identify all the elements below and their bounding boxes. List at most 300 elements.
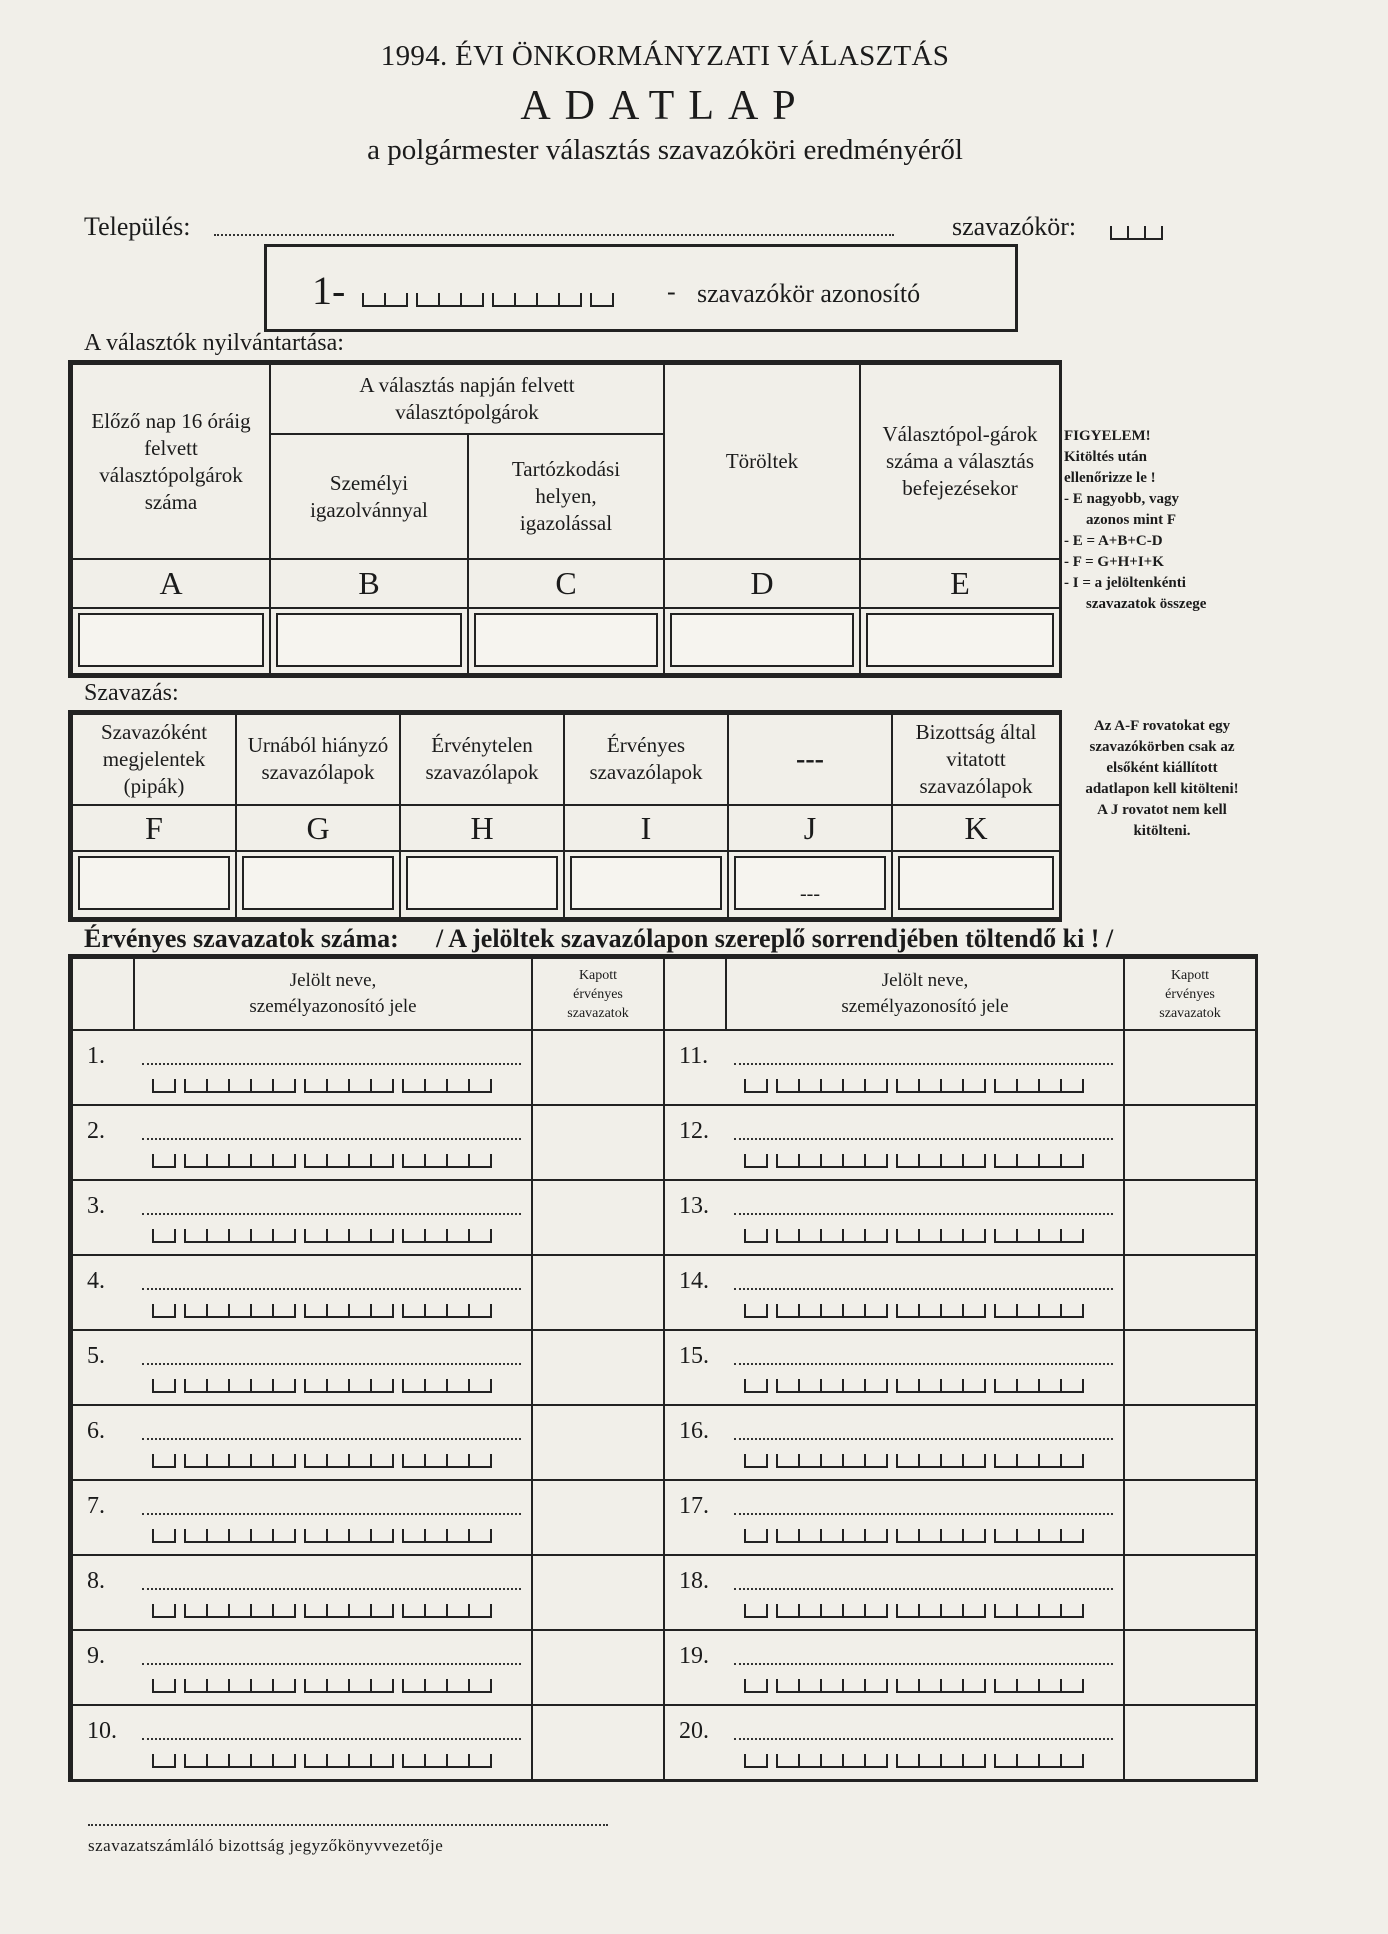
votes-received-field[interactable] bbox=[532, 1555, 664, 1630]
votes-header: Kapott érvényes szavazatok bbox=[1124, 958, 1256, 1030]
candidates-table-right bbox=[663, 957, 1257, 1781]
candidate-row bbox=[72, 1330, 664, 1405]
candidate-row bbox=[72, 1030, 664, 1105]
id-code-group bbox=[304, 1079, 394, 1093]
letter-k: K bbox=[892, 805, 1060, 851]
row-number: 16. bbox=[679, 1418, 709, 1444]
candidate-row bbox=[72, 1180, 664, 1255]
candidate-row bbox=[72, 1630, 664, 1705]
id-code-group bbox=[184, 1754, 296, 1768]
id-code-group bbox=[776, 1529, 888, 1543]
candidate-row bbox=[72, 1255, 664, 1330]
id-code-field[interactable] bbox=[744, 1079, 1123, 1093]
candidate-name-field[interactable] bbox=[142, 1661, 521, 1665]
candidate-name-cell bbox=[134, 1330, 532, 1405]
candidate-row bbox=[664, 1480, 1256, 1555]
note-line: szavazatok összege bbox=[1086, 596, 1207, 612]
votes-received-field[interactable] bbox=[1124, 1405, 1256, 1480]
id-code-group bbox=[994, 1454, 1084, 1468]
id-code-group bbox=[402, 1754, 492, 1768]
field-j-dashes: --- bbox=[800, 883, 820, 906]
id-code-group bbox=[152, 1154, 176, 1168]
name-header: Jelölt neve, személyazonosító jele bbox=[134, 958, 532, 1030]
letter-c: C bbox=[468, 559, 664, 607]
votes-received-field[interactable] bbox=[1124, 1555, 1256, 1630]
id-code-field[interactable] bbox=[744, 1454, 1123, 1468]
voting-table-frame bbox=[68, 710, 1062, 922]
id-code-group bbox=[994, 1304, 1084, 1318]
id-code-group bbox=[402, 1229, 492, 1243]
candidate-name-field[interactable] bbox=[734, 1661, 1113, 1665]
row-number-cell bbox=[664, 1630, 726, 1705]
id-code-group bbox=[776, 1304, 888, 1318]
candidate-name-cell bbox=[726, 1330, 1124, 1405]
candidate-row bbox=[664, 1705, 1256, 1780]
row-number-cell bbox=[664, 1555, 726, 1630]
id-code-group bbox=[304, 1379, 394, 1393]
candidate-row bbox=[664, 1105, 1256, 1180]
district-id-prefix: 1- bbox=[312, 268, 346, 313]
candidate-name-cell bbox=[726, 1705, 1124, 1780]
id-code-group bbox=[152, 1079, 176, 1093]
id-code-group bbox=[776, 1454, 888, 1468]
field-g[interactable] bbox=[242, 856, 394, 910]
row-number: 15. bbox=[679, 1343, 709, 1369]
votes-received-field[interactable] bbox=[532, 1180, 664, 1255]
row-number: 5. bbox=[87, 1343, 105, 1369]
id-code-field[interactable] bbox=[152, 1304, 531, 1318]
district-id-field[interactable] bbox=[362, 293, 614, 307]
votes-received-field[interactable] bbox=[1124, 1105, 1256, 1180]
note-line: Kitöltés után bbox=[1064, 449, 1147, 465]
candidate-row bbox=[664, 1180, 1256, 1255]
letter-j: J bbox=[728, 805, 892, 851]
district-id-box bbox=[264, 244, 1018, 332]
voters-table-frame bbox=[68, 360, 1062, 678]
id-code-group bbox=[744, 1154, 768, 1168]
voters-table bbox=[71, 363, 1061, 675]
candidate-name-field[interactable] bbox=[142, 1586, 521, 1590]
note-line: - I = a jelöltenkénti bbox=[1064, 575, 1186, 591]
id-code-group bbox=[152, 1679, 176, 1693]
candidate-name-cell bbox=[134, 1480, 532, 1555]
candidate-name-field[interactable] bbox=[734, 1436, 1113, 1440]
election-heading: 1994. ÉVI ÖNKORMÁNYZATI VÁLASZTÁS bbox=[380, 40, 950, 72]
field-c[interactable] bbox=[474, 613, 658, 667]
id-code-group bbox=[994, 1529, 1084, 1543]
candidates-table-left bbox=[71, 957, 665, 1781]
id-code-group bbox=[184, 1154, 296, 1168]
signature-label: szavazatszámláló bizottság jegyzőkönyvvezetője bbox=[88, 1836, 444, 1855]
id-code-group bbox=[896, 1529, 986, 1543]
id-code-group bbox=[304, 1454, 394, 1468]
id-code-field[interactable] bbox=[152, 1754, 531, 1768]
id-code-group bbox=[776, 1229, 888, 1243]
candidate-name-field[interactable] bbox=[734, 1511, 1113, 1515]
id-code-field[interactable] bbox=[744, 1304, 1123, 1318]
id-code-field[interactable] bbox=[744, 1604, 1123, 1618]
id-code-field[interactable] bbox=[152, 1229, 531, 1243]
votes-header: Kapott érvényes szavazatok bbox=[532, 958, 664, 1030]
district-id-label: szavazókör azonosító bbox=[697, 279, 921, 308]
id-code-group bbox=[776, 1379, 888, 1393]
voting-note bbox=[1064, 716, 1260, 842]
id-code-field[interactable] bbox=[152, 1679, 531, 1693]
row-number-cell bbox=[72, 1405, 134, 1480]
id-code-group bbox=[184, 1304, 296, 1318]
field-e[interactable] bbox=[866, 613, 1054, 667]
id-code-field[interactable] bbox=[744, 1754, 1123, 1768]
row-number: 8. bbox=[87, 1568, 105, 1594]
form-subtitle: a polgármester választás szavazóköri eredményéről bbox=[367, 134, 963, 166]
candidate-name-cell bbox=[726, 1630, 1124, 1705]
candidate-name-field[interactable] bbox=[734, 1136, 1113, 1140]
district-number-field[interactable] bbox=[1110, 226, 1163, 240]
id-code-group bbox=[776, 1679, 888, 1693]
id-code-group bbox=[896, 1454, 986, 1468]
signature-line[interactable] bbox=[88, 1824, 608, 1826]
candidate-name-cell bbox=[726, 1030, 1124, 1105]
row-number: 3. bbox=[87, 1193, 105, 1219]
col-j-header: --- bbox=[728, 714, 892, 805]
id-code-group bbox=[402, 1454, 492, 1468]
id-code-group bbox=[402, 1304, 492, 1318]
group-header: A választás napján felvett választópolgárok bbox=[270, 364, 664, 434]
id-code-field[interactable] bbox=[152, 1379, 531, 1393]
id-code-field[interactable] bbox=[152, 1079, 531, 1093]
votes-received-field[interactable] bbox=[1124, 1180, 1256, 1255]
id-code-field[interactable] bbox=[152, 1529, 531, 1543]
row-number-cell bbox=[72, 1330, 134, 1405]
col-f-header: Szavazóként megjelentek (pipák) bbox=[72, 714, 236, 805]
voting-table bbox=[71, 713, 1061, 919]
row-number: 19. bbox=[679, 1643, 709, 1669]
votes-received-field[interactable] bbox=[1124, 1255, 1256, 1330]
votes-received-field[interactable] bbox=[532, 1330, 664, 1405]
col-i-header: Érvényes szavazólapok bbox=[564, 714, 728, 805]
letter-e: E bbox=[860, 559, 1060, 607]
candidate-name-cell bbox=[726, 1255, 1124, 1330]
id-code-group bbox=[184, 1229, 296, 1243]
col-e-header: Választópol-gárok száma a választás befejezésekor bbox=[860, 364, 1060, 559]
id-code-group bbox=[776, 1079, 888, 1093]
id-code-group bbox=[402, 1529, 492, 1543]
id-code-group bbox=[994, 1754, 1084, 1768]
id-code-group bbox=[744, 1754, 768, 1768]
row-number: 18. bbox=[679, 1568, 709, 1594]
id-code-group bbox=[304, 1679, 394, 1693]
id-code-group bbox=[744, 1679, 768, 1693]
row-number-cell bbox=[664, 1030, 726, 1105]
votes-received-field[interactable] bbox=[532, 1405, 664, 1480]
id-code-group bbox=[184, 1454, 296, 1468]
row-number: 1. bbox=[87, 1043, 105, 1069]
number-header bbox=[72, 958, 134, 1030]
id-code-group bbox=[896, 1754, 986, 1768]
settlement-label: Település: bbox=[84, 212, 191, 241]
candidate-row bbox=[664, 1555, 1256, 1630]
id-code-field[interactable] bbox=[744, 1379, 1123, 1393]
id-code-group bbox=[896, 1304, 986, 1318]
id-code-group bbox=[744, 1604, 768, 1618]
id-code-group bbox=[994, 1379, 1084, 1393]
letter-b: B bbox=[270, 559, 468, 607]
note-line: - E = A+B+C-D bbox=[1064, 533, 1163, 549]
letter-h: H bbox=[400, 805, 564, 851]
votes-received-field[interactable] bbox=[1124, 1480, 1256, 1555]
id-code-group bbox=[994, 1154, 1084, 1168]
row-number-cell bbox=[664, 1180, 726, 1255]
col-k-header: Bizottság által vitatott szavazólapok bbox=[892, 714, 1060, 805]
row-number-cell bbox=[664, 1105, 726, 1180]
candidate-name-cell bbox=[726, 1555, 1124, 1630]
letter-i: I bbox=[564, 805, 728, 851]
id-code-group bbox=[152, 1754, 176, 1768]
id-code-group bbox=[402, 1154, 492, 1168]
row-number: 11. bbox=[679, 1043, 709, 1069]
note-line: szavazókörben csak az bbox=[1089, 739, 1235, 755]
candidate-name-field[interactable] bbox=[734, 1061, 1113, 1065]
row-number-cell bbox=[72, 1630, 134, 1705]
id-code-group bbox=[776, 1604, 888, 1618]
row-number: 14. bbox=[679, 1268, 709, 1294]
votes-received-field[interactable] bbox=[1124, 1330, 1256, 1405]
candidate-name-cell bbox=[134, 1105, 532, 1180]
row-number-cell bbox=[72, 1030, 134, 1105]
note-line: FIGYELEM! bbox=[1064, 428, 1151, 444]
id-code-group bbox=[304, 1754, 394, 1768]
votes-received-field[interactable] bbox=[532, 1630, 664, 1705]
row-number-cell bbox=[664, 1255, 726, 1330]
candidate-row bbox=[72, 1555, 664, 1630]
note-line: - F = G+H+I+K bbox=[1064, 554, 1164, 570]
candidate-name-field[interactable] bbox=[734, 1286, 1113, 1290]
row-number-cell bbox=[664, 1405, 726, 1480]
candidate-name-cell bbox=[726, 1105, 1124, 1180]
row-number-cell bbox=[72, 1255, 134, 1330]
note-line: kitölteni. bbox=[1133, 823, 1191, 839]
number-header bbox=[664, 958, 726, 1030]
field-j bbox=[734, 856, 886, 910]
id-code-field[interactable] bbox=[744, 1529, 1123, 1543]
candidate-name-cell bbox=[134, 1030, 532, 1105]
field-i[interactable] bbox=[570, 856, 722, 910]
letter-f: F bbox=[72, 805, 236, 851]
note-line: azonos mint F bbox=[1086, 512, 1176, 528]
candidate-row bbox=[72, 1405, 664, 1480]
col-c-header: Tartózkodási helyen, igazolással bbox=[468, 434, 664, 559]
id-code-group bbox=[776, 1154, 888, 1168]
row-number-cell bbox=[664, 1705, 726, 1780]
voters-warning-note bbox=[1064, 426, 1254, 615]
id-code-group bbox=[994, 1679, 1084, 1693]
settlement-field[interactable] bbox=[214, 234, 894, 236]
candidate-name-cell bbox=[726, 1480, 1124, 1555]
id-code-group bbox=[152, 1604, 176, 1618]
id-code-group bbox=[152, 1229, 176, 1243]
candidate-name-cell bbox=[134, 1180, 532, 1255]
id-code-group bbox=[152, 1304, 176, 1318]
id-code-group bbox=[994, 1229, 1084, 1243]
id-code-group bbox=[994, 1079, 1084, 1093]
row-number-cell bbox=[664, 1480, 726, 1555]
id-code-group bbox=[304, 1229, 394, 1243]
candidate-name-field[interactable] bbox=[142, 1136, 521, 1140]
candidate-name-field[interactable] bbox=[734, 1361, 1113, 1365]
col-a-header: Előző nap 16 óráig felvett választópolgárok száma bbox=[72, 364, 270, 559]
row-number: 2. bbox=[87, 1118, 105, 1144]
form-title: ADATLAP bbox=[520, 83, 810, 129]
note-line: ellenőrizze le ! bbox=[1064, 470, 1156, 486]
votes-received-field[interactable] bbox=[532, 1705, 664, 1780]
candidate-row bbox=[664, 1255, 1256, 1330]
row-number-cell bbox=[72, 1180, 134, 1255]
id-code-group bbox=[184, 1529, 296, 1543]
id-code-group bbox=[896, 1604, 986, 1618]
candidate-name-cell bbox=[134, 1705, 532, 1780]
id-code-group bbox=[744, 1079, 768, 1093]
candidate-name-cell bbox=[134, 1630, 532, 1705]
row-number-cell bbox=[664, 1330, 726, 1405]
row-number-cell bbox=[72, 1555, 134, 1630]
row-number: 12. bbox=[679, 1118, 709, 1144]
row-number: 6. bbox=[87, 1418, 105, 1444]
candidate-row bbox=[72, 1105, 664, 1180]
candidate-name-cell bbox=[726, 1180, 1124, 1255]
field-k[interactable] bbox=[898, 856, 1054, 910]
candidate-row bbox=[72, 1480, 664, 1555]
row-number: 17. bbox=[679, 1493, 709, 1519]
id-code-group bbox=[896, 1229, 986, 1243]
field-f[interactable] bbox=[78, 856, 230, 910]
candidate-name-field[interactable] bbox=[142, 1061, 521, 1065]
letter-a: A bbox=[72, 559, 270, 607]
id-code-group bbox=[184, 1079, 296, 1093]
id-code-group bbox=[152, 1454, 176, 1468]
id-code-group bbox=[304, 1529, 394, 1543]
field-d[interactable] bbox=[670, 613, 854, 667]
votes-received-field[interactable] bbox=[532, 1480, 664, 1555]
candidate-name-field[interactable] bbox=[734, 1586, 1113, 1590]
id-code-group bbox=[776, 1754, 888, 1768]
candidate-row bbox=[664, 1030, 1256, 1105]
id-code-group bbox=[184, 1379, 296, 1393]
valid-votes-title: Érvényes szavazatok száma: bbox=[84, 924, 399, 953]
col-d-header: Töröltek bbox=[664, 364, 860, 559]
letter-g: G bbox=[236, 805, 400, 851]
note-line: Az A-F rovatokat egy bbox=[1093, 718, 1231, 734]
candidate-name-field[interactable] bbox=[142, 1361, 521, 1365]
col-h-header: Érvénytelen szavazólapok bbox=[400, 714, 564, 805]
candidate-name-cell bbox=[134, 1255, 532, 1330]
id-code-field[interactable] bbox=[744, 1154, 1123, 1168]
row-number-cell bbox=[72, 1705, 134, 1780]
name-header: Jelölt neve, személyazonosító jele bbox=[726, 958, 1124, 1030]
id-code-group bbox=[402, 1679, 492, 1693]
candidate-name-field[interactable] bbox=[142, 1736, 521, 1740]
col-b-header: Személyi igazolvánnyal bbox=[270, 434, 468, 559]
id-code-field[interactable] bbox=[744, 1679, 1123, 1693]
votes-received-field[interactable] bbox=[1124, 1630, 1256, 1705]
voters-section-title: A választók nyilvántartása: bbox=[84, 330, 344, 356]
id-code-group bbox=[896, 1679, 986, 1693]
valid-votes-instruction: / A jelöltek szavazólapon szereplő sorrendjében töltendő ki ! / bbox=[436, 924, 1114, 953]
id-code-field[interactable] bbox=[152, 1154, 531, 1168]
id-code-group bbox=[896, 1154, 986, 1168]
id-code-group bbox=[304, 1604, 394, 1618]
candidate-name-field[interactable] bbox=[142, 1286, 521, 1290]
candidate-name-field[interactable] bbox=[142, 1436, 521, 1440]
candidate-name-field[interactable] bbox=[734, 1736, 1113, 1740]
field-b[interactable] bbox=[276, 613, 462, 667]
id-code-group bbox=[896, 1379, 986, 1393]
id-code-group bbox=[152, 1379, 176, 1393]
id-code-group bbox=[304, 1154, 394, 1168]
district-label: szavazókör: bbox=[952, 212, 1077, 241]
candidate-row bbox=[664, 1630, 1256, 1705]
field-h[interactable] bbox=[406, 856, 558, 910]
id-code-group bbox=[744, 1229, 768, 1243]
field-a[interactable] bbox=[78, 613, 264, 667]
candidate-name-cell bbox=[726, 1405, 1124, 1480]
candidate-name-field[interactable] bbox=[734, 1211, 1113, 1215]
id-code-group bbox=[402, 1379, 492, 1393]
voting-section-title: Szavazás: bbox=[84, 680, 179, 706]
row-number-cell bbox=[72, 1480, 134, 1555]
note-line: A J rovatot nem kell bbox=[1097, 802, 1227, 818]
candidate-name-cell bbox=[134, 1555, 532, 1630]
votes-received-field[interactable] bbox=[532, 1105, 664, 1180]
row-number: 20. bbox=[679, 1718, 709, 1744]
note-line: - E nagyobb, vagy bbox=[1064, 491, 1180, 507]
id-code-field[interactable] bbox=[152, 1454, 531, 1468]
id-code-field[interactable] bbox=[744, 1229, 1123, 1243]
votes-received-field[interactable] bbox=[532, 1255, 664, 1330]
candidate-row bbox=[664, 1405, 1256, 1480]
id-code-group bbox=[744, 1304, 768, 1318]
col-g-header: Urnából hiányzó szavazólapok bbox=[236, 714, 400, 805]
votes-received-field[interactable] bbox=[1124, 1030, 1256, 1105]
id-code-group bbox=[402, 1604, 492, 1618]
id-code-group bbox=[152, 1529, 176, 1543]
row-number: 9. bbox=[87, 1643, 105, 1669]
row-number: 13. bbox=[679, 1193, 709, 1219]
note-line: elsőként kiállított bbox=[1106, 760, 1218, 776]
candidate-name-field[interactable] bbox=[142, 1211, 521, 1215]
candidate-name-field[interactable] bbox=[142, 1511, 521, 1515]
id-code-group bbox=[402, 1079, 492, 1093]
id-code-group bbox=[896, 1079, 986, 1093]
votes-received-field[interactable] bbox=[532, 1030, 664, 1105]
row-number-cell bbox=[72, 1105, 134, 1180]
district-id-dash: - bbox=[667, 277, 676, 306]
note-line: adatlapon kell kitölteni! bbox=[1085, 781, 1239, 797]
letter-d: D bbox=[664, 559, 860, 607]
id-code-group bbox=[744, 1379, 768, 1393]
row-number: 4. bbox=[87, 1268, 105, 1294]
row-number: 7. bbox=[87, 1493, 105, 1519]
candidate-row bbox=[72, 1705, 664, 1780]
votes-received-field[interactable] bbox=[1124, 1705, 1256, 1780]
id-code-group bbox=[994, 1604, 1084, 1618]
id-code-group bbox=[304, 1304, 394, 1318]
candidate-row bbox=[664, 1330, 1256, 1405]
row-number: 10. bbox=[87, 1718, 117, 1744]
candidate-name-cell bbox=[134, 1405, 532, 1480]
candidates-frame bbox=[68, 954, 1258, 1782]
id-code-group bbox=[184, 1679, 296, 1693]
id-code-field[interactable] bbox=[152, 1604, 531, 1618]
